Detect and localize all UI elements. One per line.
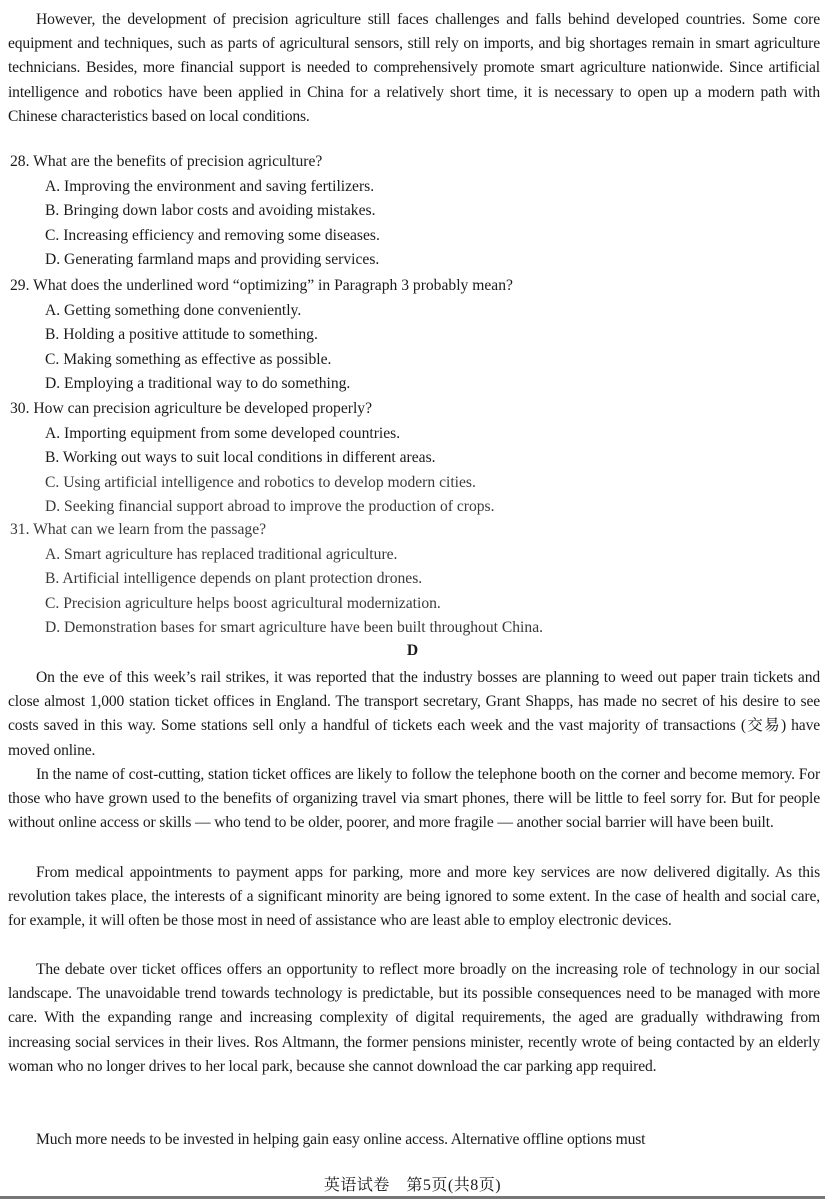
passage-d-paragraph-2 xyxy=(8,763,820,836)
passage-d-paragraph-3 xyxy=(8,861,820,934)
option-d[interactable]: D. Demonstration bases for smart agriculture have been built throughout China. xyxy=(45,619,544,637)
passage-d-paragraph-1 xyxy=(8,666,820,763)
option-c[interactable]: C. Making something as effective as possible. xyxy=(45,350,332,368)
option-a[interactable]: A. Improving the environment and saving fertilizers. xyxy=(45,177,375,195)
question-number: 29. xyxy=(10,277,30,294)
question-number: 31. xyxy=(10,521,30,538)
paragraph-text: However, the development of precision agriculture still faces challenges and falls behind developed countries. Some core equipment and techniques, such as parts of agricultural sensors, still rely on imports, and big shortages remain in smart agriculture technicians. Besides, more financial support is needed to comprehensively promote smart agriculture nationwide. Since artificial intelligence and robotics have been applied in China for a relatively short time, it is necessary to open up a modern path with Chinese characteristics based on local conditions. xyxy=(8,11,820,125)
option-a[interactable]: A. Importing equipment from some developed countries. xyxy=(45,424,401,442)
option-c[interactable]: C. Using artificial intelligence and robotics to develop modern cities. xyxy=(45,473,476,491)
option-a[interactable]: A. Getting something done conveniently. xyxy=(45,301,302,319)
question-stem xyxy=(10,274,810,299)
option-b[interactable]: B. Working out ways to suit local conditions in different areas. xyxy=(45,449,436,467)
option-d[interactable]: D. Seeking financial support abroad to improve the production of crops. xyxy=(45,498,495,516)
question-text: How can precision agriculture be developed properly? xyxy=(33,400,372,417)
option-d[interactable]: D. Employing a traditional way to do something. xyxy=(45,375,351,393)
question-text: What does the underlined word “optimizing” in Paragraph 3 probably mean? xyxy=(33,277,513,294)
question-29 xyxy=(10,274,810,397)
paragraph-text: The debate over ticket offices offers an opportunity to reflect more broadly on the increasing role of technology in our social landscape. The unavoidable trend towards technology is predictable, but its possible consequences need to be managed with more care. With the expanding range and increasing complexity of digital requirements, the aged are gradually withdrawing from increasing social services in their lives. Ros Altmann, the former pensions minister, recently wrote of being contacted by an elderly woman who no longer drives to her local park, because she cannot download the car parking app required. xyxy=(8,961,820,1075)
option-b[interactable]: B. Bringing down labor costs and avoiding mistakes. xyxy=(45,202,376,220)
passage-c-final-paragraph xyxy=(8,8,820,129)
passage-d-paragraph-4 xyxy=(8,958,820,1079)
question-text: What are the benefits of precision agriculture? xyxy=(33,153,323,170)
question-number: 30. xyxy=(10,400,30,417)
question-28 xyxy=(10,150,810,273)
question-30 xyxy=(10,397,810,520)
question-number: 28. xyxy=(10,153,30,170)
question-stem xyxy=(10,518,810,543)
option-c[interactable]: C. Precision agriculture helps boost agricultural modernization. xyxy=(45,594,441,612)
option-d[interactable]: D. Generating farmland maps and providing services. xyxy=(45,251,380,269)
paragraph-text: On the eve of this week’s rail strikes, it was reported that the industry bosses are planning to weed out paper train tickets and close almost 1,000 station ticket offices in England. The transport secretary, Grant Shapps, has made no secret of his desire to see costs saved in this way. Some stations sell only a handful of tickets each week and the vast majority of transactions (交易) have moved online. xyxy=(8,669,820,759)
page-footer: 英语试卷 第5页(共8页) xyxy=(323,1177,502,1194)
paragraph-text: From medical appointments to payment apps for parking, more and more key services are now delivered digitally. As this revolution takes place, the interests of a significant minority are being ignored to some extent. In the case of health and social care, for example, it will often be those most in need of assistance who are least able to employ electronic devices. xyxy=(8,864,820,930)
option-b[interactable]: B. Artificial intelligence depends on plant protection drones. xyxy=(45,570,423,588)
paragraph-text: In the name of cost-cutting, station ticket offices are likely to follow the telephone booth on the corner and become memory. For those who have grown used to the benefits of organizing travel via smart phones, there will be little to feel sorry for. But for people without online access or skills — who tend to be older, poorer, and more fragile — another social barrier will have been built. xyxy=(8,766,820,832)
option-c[interactable]: C. Increasing efficiency and removing some diseases. xyxy=(45,226,380,244)
passage-d-paragraph-5 xyxy=(8,1128,820,1152)
passage-d-heading: D xyxy=(406,642,419,659)
question-31 xyxy=(10,518,810,641)
option-a[interactable]: A. Smart agriculture has replaced traditional agriculture. xyxy=(45,545,398,563)
question-text: What can we learn from the passage? xyxy=(33,521,267,538)
paragraph-text: Much more needs to be invested in helping gain easy online access. Alternative offline options must xyxy=(36,1131,646,1148)
question-stem xyxy=(10,150,810,175)
option-b[interactable]: B. Holding a positive attitude to something. xyxy=(45,326,318,344)
question-stem xyxy=(10,397,810,422)
